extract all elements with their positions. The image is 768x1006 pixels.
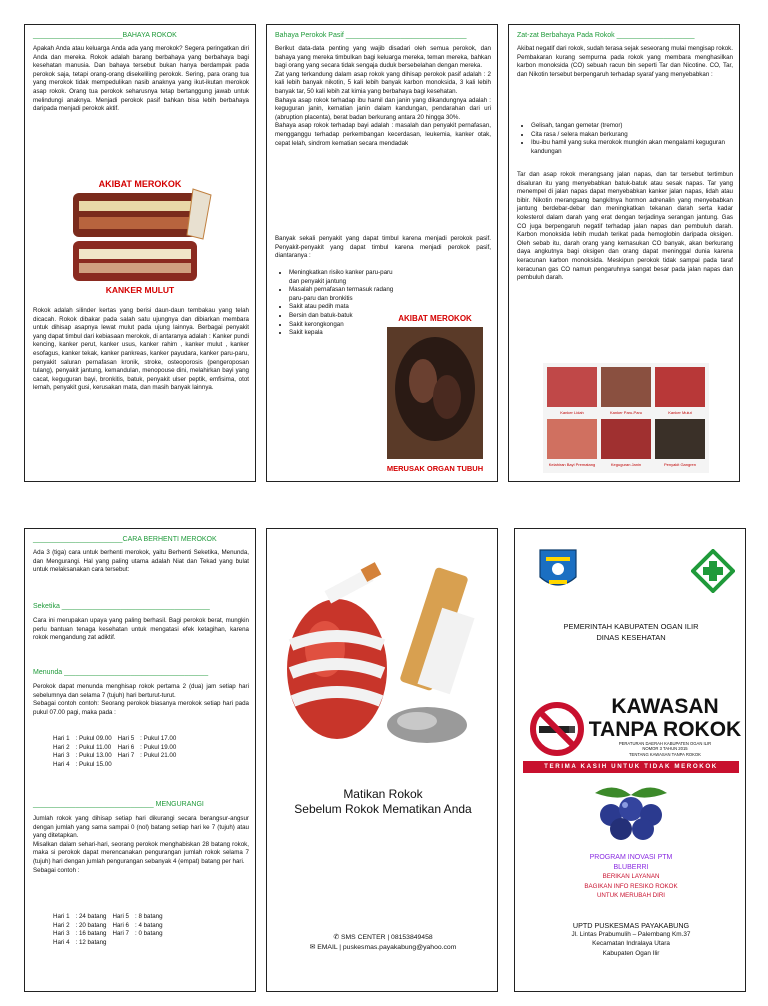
menunda-schedule: Hari 1 : Pukul 09.00 Hari 5 : Pukul 17.00 Hari 2 : Pukul 11.00 Hari 6 : Pukul 19.00 Hari 3 : Pukul 13.00 Hari 7 : Pukul 21.00 Hari 4 : Pukul 15.00 — [53, 735, 177, 768]
list-item: • Gelisah, tangan gemetar (tremor) — [531, 122, 733, 131]
tar-nicotine-paragraph: Tar dan asap rokok merangsang jalan napas, dan tar tersebut tertimbun disaluran itu yang menyebabkan batuk-batuk atau sesak napas. Tar yang menempel di jalan napas dapat menyebabkan kanker jalan napas, lidah atau bibir. Nikotin merangsang bangkitnya hormon adrenalin yang menyebabkan jantung berdebar-debar dan meningkatkan tekanan darah serta kadar kolesterol dalam darah yang erat dengan terjadinya serangan jantung. Gas CO juga berpengaruh negatif terhadap jalan napas dan pembuluh darah. Karbon monoksida lebih mudah terikat pada hemoglobin daripada oksigen. Oleh sebab itu, darah orang yang kemasukan CO banyak, akan berkurang daya angkutnya bagi oksigen dan orang dapat meninggal dunia karena keracunan karbon monoksida. Meskipun perokok tidak sampai pada taraf keracunan gas CO namun pengaruhnya sangat besar pada jalan napas dan pembuluh darah. — [517, 171, 733, 282]
blueberry-icon — [585, 779, 677, 843]
passive-smoke-text: Berikut data-data penting yang wajib disadari oleh semua perokok, dan bahaya yang mereka timbulkan bagi keluarga mereka, teman mereka, bahkan bagi orang yang secara tidak sengaja duduk bersebelahan dengan mereka. Zat yang terkandung dalam asap rokok yang dihisap perokok pasif adalah : 2 kali lebih banyak nikotin, 5 kali lebih banyak karbon monoksida, 3 kali lebih banyak tar, 50 kali lebih zat kimia yang berbahaya bagi kesehatan. Bahaya asap rokok terhadap ibu hamil dan janin yang dikandungnya adalah : keguguran janin, kematian janin dalam kandungan, pendarahan dari uri (abruption placenta), berat badan berkurang antara 20 hingga 30%. Bahaya asap rokok terhadap bayi adalah : masalah dan penyakit pernafasan, mengganggu terhadap perkembangan kecerdasan, leukemia, kanker otak, cepat lelah, sindrom kematian secara mendadak — [275, 45, 491, 147]
health-department-logo-icon — [691, 549, 735, 593]
list-item: • Bersin dan batuk-batuk — [289, 312, 395, 321]
list-item: • Sakit atau pedih mata — [289, 303, 395, 312]
effects-list — [517, 122, 733, 156]
grid-caption: Kelahiran Bayi Prematang — [548, 462, 596, 467]
menunda-heading: Menunda _____________________________________ — [33, 669, 209, 676]
panel-cara-berhenti — [24, 528, 256, 992]
harmful-substances-intro: Akibat negatif dari rokok, sudah terasa sejak seseorang mulai mengisap rokok. Pembakaran kurang sempurna pada rokok yang membara menghasilkan karbon monoksida (CO) sebuah racun bin seperti Tar dan Nicotine. CO, Tar, dan Nikotin tersebut berpengaruh terhadap syaraf yang menyebabkan : — [517, 45, 733, 78]
quit-intro: Ada 3 (tiga) cara untuk berhenti merokok, yaitu Berhenti Seketika, Menunda, dan Mengurangi. Hal yang paling utama adalah Niat dan Tekad yang bulat untuk melaksanakan cara tersebut: — [33, 549, 249, 574]
government-header: PEMERINTAH KABUPATEN OGAN ILIR DINAS KESEHATAN — [563, 622, 699, 642]
image-caption: KANKER MULUT — [105, 285, 175, 295]
list-item: • Cita rasa / selera makan berkurang — [531, 131, 733, 140]
cigarette-heart-illustration — [277, 549, 489, 769]
mengurangi-heading: _______________________________ MENGURANGI — [33, 801, 204, 808]
seketika-text: Cara ini merupakan upaya yang paling berhasil. Bagi perokok berat, mungkin perlu bantuan tenaga kesehatan untuk mengatasi efek ketagihan, karena rokok mengandung zat adiktif. — [33, 617, 249, 642]
program-info: PROGRAM INOVASI PTM BLUBERRI BERIKAN LAYANAN BAGIKAN INFO RESIKO ROKOK UNTUK MERUBAH DIRI — [584, 854, 678, 900]
list-item: • Sakit kerongkongan — [289, 321, 395, 330]
email-icon: ✉ — [309, 944, 318, 951]
panel-slogan — [266, 528, 498, 992]
thank-you-banner: TERIMA KASIH UNTUK TIDAK MEROKOK — [523, 761, 739, 773]
list-item: • Meningkatkan risiko kanker paru-paru dan penyakit jantung — [289, 269, 395, 286]
kawasan-tanpa-rokok-title: KAWASAN TANPA ROKOK — [588, 695, 742, 741]
slogan: Matikan Rokok Sebelum Rokok Mematikan Anda — [294, 787, 472, 816]
mouth-cancer-image — [65, 177, 215, 299]
contact-info — [267, 933, 498, 953]
section-heading: _______________________CARA BERHENTI MEROKOK — [33, 536, 217, 543]
list-item: • Masalah pernafasan termasuk radang paru-paru dan bronkitis — [289, 286, 395, 303]
regulation-info: PERATURAN DAERAH KABUPATEN OGAN ILIR NOMOR 3 TAHUN 2015 TENTANG KAWASAN TANPA ROKOK — [618, 741, 712, 757]
panel-perokok-pasif — [266, 24, 498, 482]
list-item: • Ibu-ibu hamil yang suka merokok mungkin akan mengalami keguguran kandungan — [531, 139, 733, 156]
image-title: AKIBAT MEROKOK — [398, 314, 472, 323]
no-smoking-icon — [529, 701, 585, 757]
section-heading: Bahaya Perokok Pasif _______________________________ — [275, 32, 467, 39]
puskesmas-address: UPTD PUSKESMAS PAYAKABUNG Jl. Lintas Prabumulih – Palembang Km.37 Kecamatan Indralaya Utara Kabupaten Ogan Ilir — [571, 921, 691, 957]
grid-caption: Penyakit Gangren — [663, 462, 697, 467]
menunda-text: Perokok dapat menunda menghisap rokok pertama 2 (dua) jam setiap hari sebelumnya dan selama 7 (tujuh) hari berturut-turut. Sebagai contoh contoh: Seorang perokok biasanya merokok setiap hari pada pukul 07.00 pagi, maka pada : — [33, 683, 249, 716]
image-caption: MERUSAK ORGAN TUBUH — [386, 464, 484, 473]
body-paragraph: Rokok adalah silinder kertas yang berisi daun-daun tembakau yang telah dicacah. Rokok dibakar pada salah satu ujungnya dan dibiarkan membara untuk dihisap asapnya lewat mulut pada ujung lainnya. Berbagai penyakit yang dapat timbul dari kebiasaan merokok, di antaranya adalah : Kanker pundi kencing, kanker perut, kanker usus, kanker rahim , kanker mulut , kanker esofagus, kanker tekak, kanker pankreas, kanker payudara, kanker paru-paru, penyakit saluran pernafasan kronik, stroke, osteoporosis (pengeroposan tulang), penyakit jantung, kemandulan, menopouse dini, melahirkan bayi yang cacat, keguguran bayi, bronkitis, batuk, penyakit ulser peptik, emfisima, otot lemah, penyakit gusi, kerusakan mata, dan masih banyak lainnya. — [33, 307, 249, 392]
disease-photo-grid — [543, 363, 709, 473]
panel-cover — [514, 528, 746, 992]
mengurangi-text: Jumlah rokok yang dihisap setiap hari dikurangi secara berangsur-angsur dengan jumlah yang sama sampai 0 (nol) batang setiap hari ke 7 (tujuh) atau yang ditetapkan. Misalkan dalam sehari-hari, seorang perokok menghabiskan 28 batang rokok, maka si perokok dapat merencanakan pengurangan jumlah rokok selama 7 (tujuh) hari dengan jumlah pengurangan sebanyak 4 (empat) batang per hari. Sebagai contoh : — [33, 815, 249, 874]
image-title: AKIBAT MEROKOK — [98, 179, 182, 189]
grid-caption: Kanker Paru-Paru — [609, 410, 643, 415]
grid-caption: Kanker Lidah — [560, 410, 584, 415]
ogan-ilir-emblem-icon — [537, 547, 579, 595]
seketika-heading: Seketika ______________________________________ — [33, 603, 210, 610]
intro-paragraph: Apakah Anda atau keluarga Anda ada yang merokok? Segera peringatkan diri Anda dan mereka. Rokok adalah barang berbahaya yang berbahaya bagi kesehatan manusia. Dan bahaya tersebut bukan hanya berdampak pada perokok saja, tetapi orang-orang disekeliling perokok. Sering, para orang tua yang merokok tidak mempedulikan nasib anaknya yang ikut-ikutan merokok asap rokok. Orang tua perokok seharusnya tetap bertanggung jawab untuk melindungi anaknya. Menjadi perokok pasif bahkan bisa lebih berbahaya daripada menjadi perokok aktif. — [33, 45, 249, 113]
mengurangi-schedule: Hari 1 : 24 batang Hari 5 : 8 batang Hari 2 : 20 batang Hari 6 : 4 batang Hari 3 : 16 batang Hari 7 : 0 batang Hari 4 : 12 batang — [53, 913, 163, 946]
panel-zat-berbahaya — [508, 24, 740, 482]
section-heading: Zat-zat Berbahaya Pada Rokok ____________________ — [517, 32, 695, 39]
disease-intro: Banyak sekali penyakit yang dapat timbul karena menjadi perokok pasif. Penyakit-penyakit yang dapat timbul karena menjadi perokok pasif, diantaranya : — [275, 235, 491, 260]
organ-damage-image — [377, 311, 493, 477]
list-item: • Sakit kepala — [289, 329, 395, 338]
grid-caption: Keguguran Janin — [610, 462, 642, 467]
panel-bahaya-rokok — [24, 24, 256, 482]
sms-line: ✆ SMS CENTER | 08153849458 — [333, 934, 433, 941]
grid-caption: Kanker Mulut — [668, 410, 692, 415]
phone-icon: ✆ — [333, 934, 341, 941]
section-heading: _______________________BAHAYA ROKOK — [33, 32, 177, 39]
email-line: ✉ EMAIL | puskesmas.payakabung@yahoo.com — [309, 944, 457, 951]
